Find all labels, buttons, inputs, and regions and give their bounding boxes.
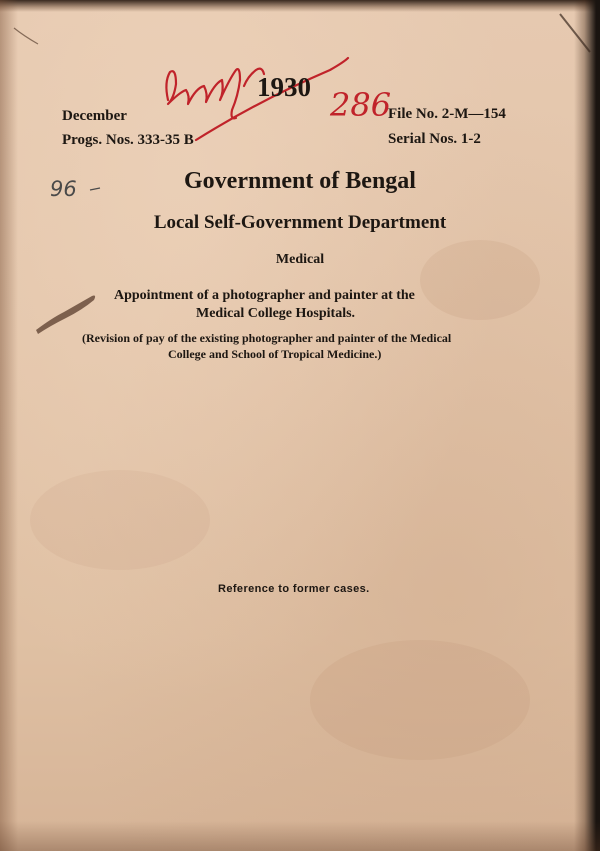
year-heading: 1930 <box>257 72 311 102</box>
subject-line-2: Medical College Hospitals. <box>196 306 356 321</box>
corner-crease <box>14 28 38 44</box>
branch-label: Medical <box>275 252 325 267</box>
month-label: December <box>62 108 127 124</box>
corner-crease <box>560 14 590 52</box>
serial-numbers-label: Serial Nos. 1-2 <box>388 131 481 147</box>
ink-smudge <box>36 296 95 335</box>
file-number-label: File No. 2-M—154 <box>388 106 506 122</box>
department-title: Local Self-Government Department <box>153 212 447 233</box>
revision-line-2: College and School of Tropical Medicine.) <box>168 347 382 361</box>
progs-nos-label: Progs. Nos. 333-35 B <box>62 132 194 148</box>
stain-mark <box>310 640 530 760</box>
red-ink-number: 286 <box>330 86 392 124</box>
subject-line-1: Appointment of a photographer and painter at the <box>114 288 415 303</box>
stain-mark <box>30 470 210 570</box>
revision-line-1: (Revision of pay of the existing photographer and painter of the Medical <box>82 331 452 345</box>
government-title: Government of Bengal <box>184 168 416 194</box>
reference-heading: Reference to former cases. <box>218 583 370 595</box>
pencil-number: 96 <box>50 177 77 201</box>
